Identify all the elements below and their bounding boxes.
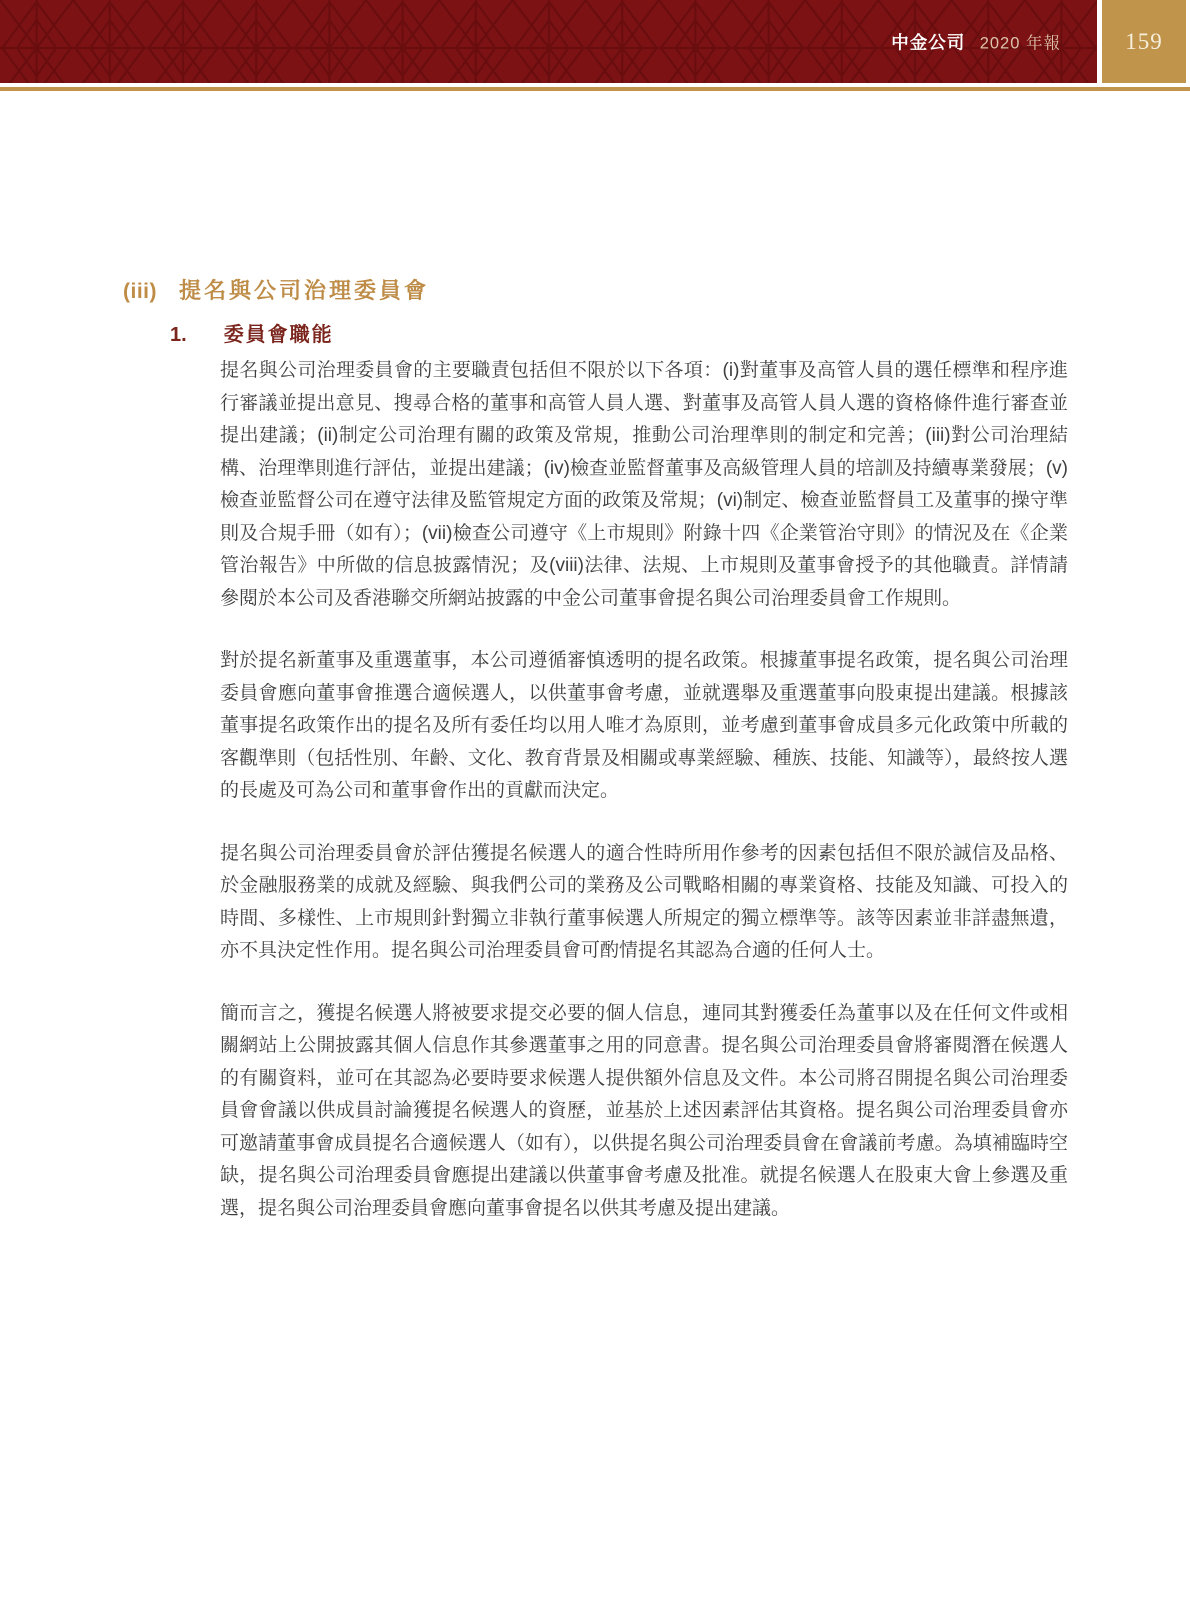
section-title: 提名與公司治理委員會 bbox=[179, 278, 430, 303]
header-rule bbox=[0, 87, 1190, 91]
section-heading bbox=[123, 274, 429, 305]
subsection-heading bbox=[170, 318, 334, 347]
paragraph-1: 提名與公司治理委員會的主要職責包括但不限於以下各項：(i)對董事及高管人員的選任標準和程序進行審議並提出意見、搜尋合格的董事和高管人員人選、對董事及高管人員人選的資格條件進行審查並提出建議；(ii)制定公司治理有關的政策及常規，推動公司治理準則的制定和完善；(iii)對公司治理結構、治理準則進行評估，並提出建議；(iv)檢查並監督董事及高級管理人員的培訓及持續專業發展；(v)檢查並監督公司在遵守法律及監管規定方面的政策及常規；(vi)制定、檢查並監督員工及董事的操守準則及合規手冊（如有）；(vii)檢查公司遵守《上市規則》附錄十四《企業管治守則》的情況及在《企業管治報告》中所做的信息披露情況；及(viii)法律、法規、上市規則及董事會授予的其他職責。詳情請參閱於本公司及香港聯交所網站披露的中金公司董事會提名與公司治理委員會工作規則。 bbox=[220, 360, 1068, 609]
section-marker: (iii) bbox=[123, 280, 157, 303]
subsection-title: 委員會職能 bbox=[223, 324, 334, 346]
paragraph-2: 對於提名新董事及重選董事，本公司遵循審慎透明的提名政策。根據董事提名政策，提名與公司治理委員會應向董事會推選合適候選人，以供董事會考慮，並就選舉及重選董事向股東提出建議。根據該董事提名政策作出的提名及所有委任均以用人唯才為原則，並考慮到董事會成員多元化政策中所載的客觀準則（包括性別、年齡、文化、教育背景及相關或專業經驗、種族、技能、知識等），最終按人選的長處及可為公司和董事會作出的貢獻而決定。 bbox=[220, 650, 1068, 801]
subsection-number: 1. bbox=[170, 324, 187, 346]
report-edition: 2020 年報 bbox=[979, 34, 1061, 52]
company-name: 中金公司 bbox=[891, 32, 966, 52]
paragraph-4: 簡而言之，獲提名候選人將被要求提交必要的個人信息，連同其對獲委任為董事以及在任何文件或相關網站上公開披露其個人信息作其參選董事之用的同意書。提名與公司治理委員會將審閱潛在候選人的有關資料，並可在其認為必要時要求候選人提供額外信息及文件。本公司將召開提名與公司治理委員會會議以供成員討論獲提名候選人的資歷，並基於上述因素評估其資格。提名與公司治理委員會亦可邀請董事會成員提名合適候選人（如有），以供提名與公司治理委員會在會議前考慮。為填補臨時空缺，提名與公司治理委員會應提出建議以供董事會考慮及批准。就提名候選人在股東大會上參選及重選，提名與公司治理委員會應向董事會提名以供其考慮及提出建議。 bbox=[220, 1002, 1068, 1219]
page-number-box bbox=[1102, 0, 1186, 83]
body-text bbox=[220, 355, 1068, 1225]
header-title bbox=[891, 29, 1061, 54]
paragraph-3: 提名與公司治理委員會於評估獲提名候選人的適合性時所用作參考的因素包括但不限於誠信及品格、於金融服務業的成就及經驗、與我們公司的業務及公司戰略相關的專業資格、技能及知識、可投入的時間、多樣性、上市規則針對獨立非執行董事候選人所規定的獨立標準等。該等因素並非詳盡無遺，亦不具決定性作用。提名與公司治理委員會可酌情提名其認為合適的任何人士。 bbox=[220, 842, 1068, 961]
page-number: 159 bbox=[1125, 28, 1163, 54]
header-band bbox=[0, 0, 1097, 83]
